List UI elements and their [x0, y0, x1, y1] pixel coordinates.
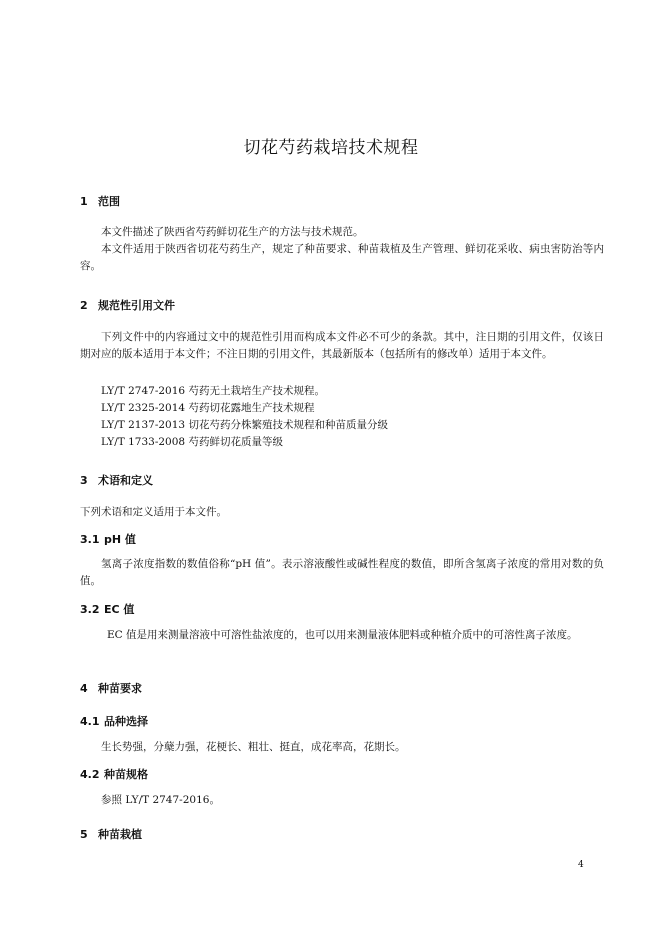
reference-item: LY/T 2137-2013 切花芍药分株繁殖技术规程和种苗质量分级	[101, 419, 388, 431]
paragraph: 生长势强，分蘖力强，花梗长、粗壮、挺直，成花率高，花期长。	[101, 741, 406, 753]
subsection-number: 4.1	[80, 715, 100, 728]
paragraph: EC 值是用来测量溶液中可溶性盐浓度的，也可以用来测量液体肥料或种植介质中的可溶性离子浓度。	[107, 629, 578, 641]
paragraph: 下列术语和定义适用于本文件。	[80, 506, 227, 518]
section-title: 种苗要求	[98, 682, 142, 695]
section-title: 术语和定义	[98, 474, 153, 487]
subsection-title: EC 值	[104, 603, 135, 616]
subsection-title: 种苗规格	[104, 768, 148, 781]
subsection-4-2-heading	[80, 766, 148, 782]
subsection-number: 3.2	[80, 603, 100, 616]
paragraph: 本文件适用于陕西省切花芍药生产，规定了种苗要求、种苗栽植及生产管理、鲜切花采收、病虫害防治等内容。	[80, 243, 604, 272]
subsection-number: 3.1	[80, 533, 100, 546]
document-title: 切花芍药栽培技术规程	[243, 138, 419, 158]
paragraph: 下列文件中的内容通过文中的规范性引用而构成本文件必不可少的条款。其中，注日期的引用文件，仅该日期对应的版本适用于本文件；不注日期的引用文件，其最新版本（包括所有的修改单）适用于本文件。	[80, 331, 604, 360]
reference-item: LY/T 1733-2008 芍药鲜切花质量等级	[101, 436, 283, 448]
section-title: 种苗栽植	[98, 828, 142, 841]
section-2-heading	[80, 297, 175, 313]
section-number: 4	[80, 682, 88, 695]
paragraph: 参照 LY/T 2747-2016。	[101, 794, 220, 806]
paragraph: 本文件描述了陕西省芍药鲜切花生产的方法与技术规范。	[101, 226, 364, 238]
section-number: 1	[80, 195, 88, 208]
page-number: 4	[578, 860, 584, 870]
subsection-3-1-heading	[80, 531, 136, 547]
section-number: 2	[80, 299, 88, 312]
section-4-heading	[80, 680, 142, 696]
section-1-heading	[80, 193, 120, 209]
paragraph: 氢离子浓度指数的数值俗称“pH 值”。表示溶液酸性或碱性程度的数值，即所含氢离子浓度的常用对数的负值。	[80, 558, 604, 587]
subsection-3-2-heading	[80, 601, 134, 617]
subsection-4-1-heading	[80, 713, 148, 729]
section-number: 5	[80, 828, 88, 841]
section-title: 范围	[98, 195, 120, 208]
subsection-number: 4.2	[80, 768, 100, 781]
section-5-heading	[80, 826, 142, 842]
reference-item: LY/T 2325-2014 芍药切花露地生产技术规程	[101, 402, 315, 414]
reference-item: LY/T 2747-2016 芍药无土栽培生产技术规程。	[101, 385, 325, 397]
section-number: 3	[80, 474, 88, 487]
section-3-heading	[80, 472, 153, 488]
section-title: 规范性引用文件	[98, 299, 175, 312]
subsection-title: 品种选择	[104, 715, 148, 728]
subsection-title: pH 值	[104, 533, 136, 546]
